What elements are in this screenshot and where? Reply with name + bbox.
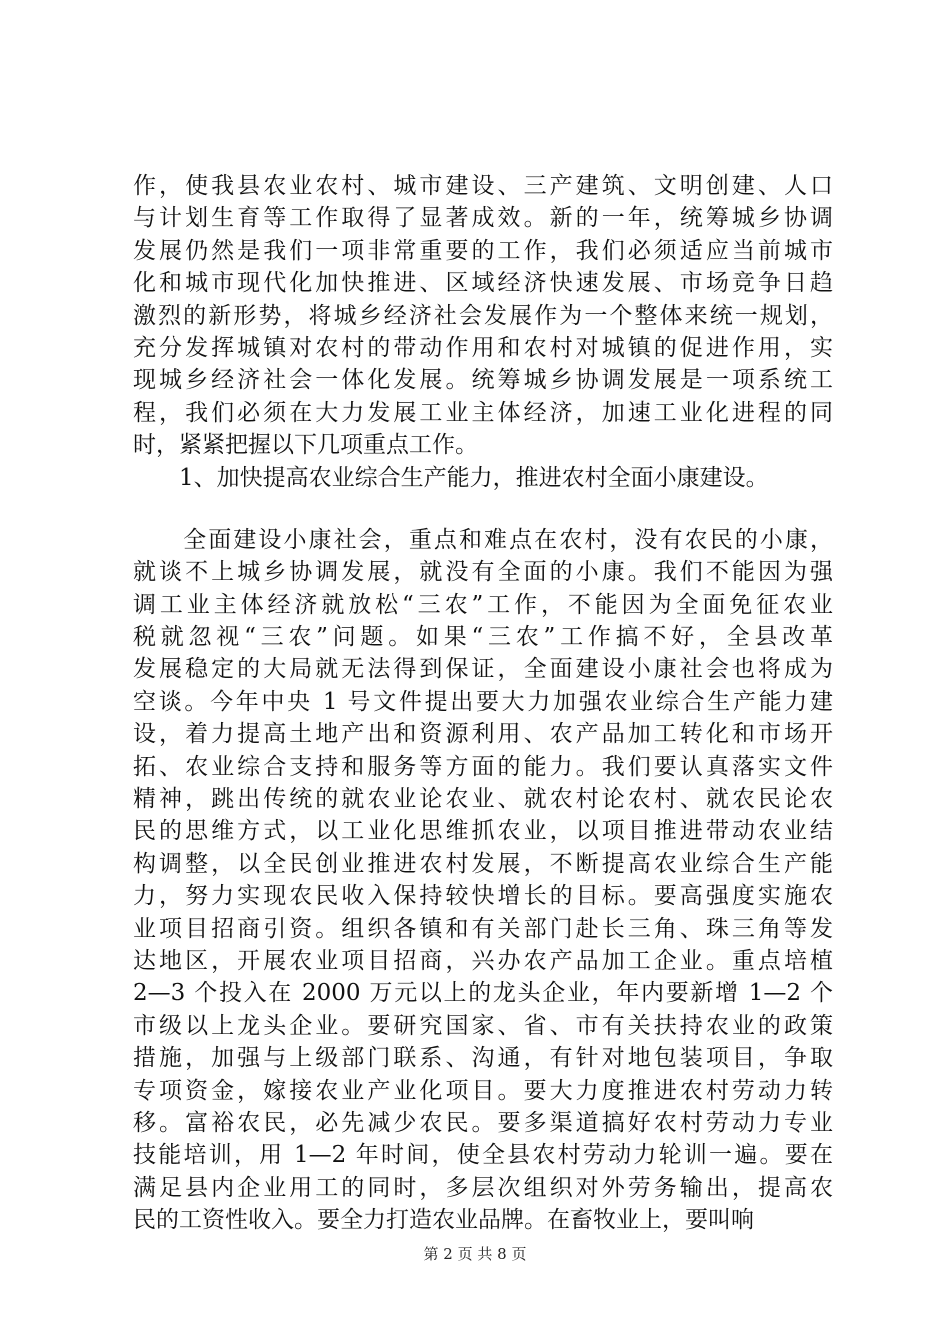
text-line: 发展仍然是我们一项非常重要的工作，我们必须适应当前城市 — [133, 237, 833, 264]
paragraph-2 — [133, 524, 833, 1237]
text-line: 民的思维方式，以工业化思维抓农业，以项目推进带动农业结 — [133, 818, 833, 845]
text-line: 程，我们必须在大力发展工业主体经济，加速工业化进程的同 — [133, 399, 833, 426]
paragraph-1 — [133, 170, 833, 462]
text-line: 税就忽视“三农”问题。如果“三农”工作搞不好，全县改革 — [133, 624, 833, 651]
text-line: 满足县内企业用工的同时，多层次组织对外劳务输出，提高农 — [133, 1174, 833, 1201]
text-line: 作，使我县农业农村、城市建设、三产建筑、文明创建、人口 — [133, 173, 833, 199]
text-line: 就谈不上城乡协调发展，就没有全面的小康。我们不能因为强 — [133, 559, 833, 586]
text-line: 市级以上龙头企业。要研究国家、省、市有关扶持农业的政策 — [133, 1012, 833, 1039]
text-line: 专项资金，嫁接农业产业化项目。要大力度推进农村劳动力转 — [133, 1077, 833, 1104]
text-line: 精神，跳出传统的就农业论农业、就农村论农村、就农民论农 — [133, 786, 833, 813]
text-line: 技能培训，用 1—2 年时间，使全县农村劳动力轮训一遍。要在 — [133, 1142, 833, 1169]
text-line: 移。富裕农民，必先减少农民。要多渠道搞好农村劳动力专业 — [133, 1109, 833, 1136]
text-line: 化和城市现代化加快推进、区域经济快速发展、市场竞争日趋 — [133, 270, 833, 297]
text-line: 现城乡经济社会一体化发展。统筹城乡协调发展是一项系统工 — [133, 367, 833, 394]
text-line: 构调整，以全民创业推进农村发展，不断提高农业综合生产能 — [133, 850, 833, 877]
text-line: 空谈。今年中央 1 号文件提出要大力加强农业综合生产能力建 — [133, 688, 833, 715]
text-line: 设，着力提高土地产出和资源利用、农产品加工转化和市场开 — [133, 721, 833, 748]
document-body — [133, 170, 833, 1237]
text-line: 激烈的新形势，将城乡经济社会发展作为一个整体来统一规划， — [133, 302, 833, 329]
text-line: 达地区，开展农业项目招商，兴办农产品加工企业。重点培植 — [133, 947, 833, 974]
text-line: 与计划生育等工作取得了显著成效。新的一年，统筹城乡协调 — [133, 205, 833, 232]
text-line: 业项目招商引资。组织各镇和有关部门赴长三角、珠三角等发 — [133, 915, 833, 942]
paragraph-gap — [133, 494, 833, 524]
text-line: 2—3 个投入在 2000 万元以上的龙头企业，年内要新增 1—2 个 — [133, 980, 833, 1007]
text-line: 充分发挥城镇对农村的带动作用和农村对城镇的促进作用，实 — [133, 334, 833, 361]
text-line: 措施，加强与上级部门联系、沟通，有针对地包装项目，争取 — [133, 1045, 833, 1072]
page-number-footer: 第 2 页 共 8 页 — [423, 1245, 527, 1263]
text-line: 民的工资性收入。要全力打造农业品牌。在畜牧业上，要叫响 — [133, 1207, 754, 1234]
text-line: 力，努力实现农民收入保持较快增长的目标。要高强度实施农 — [133, 883, 833, 910]
text-line: 全面建设小康社会，重点和难点在农村，没有农民的小康， — [133, 526, 833, 553]
text-line: 拓、农业综合支持和服务等方面的能力。我们要认真落实文件 — [133, 753, 833, 780]
text-line: 时，紧紧把握以下几项重点工作。 — [133, 432, 478, 459]
text-line: 调工业主体经济就放松“三农”工作，不能因为全面免征农业 — [133, 591, 833, 618]
section-heading: 1、加快提高农业综合生产能力，推进农村全面小康建设。 — [179, 464, 769, 491]
text-line: 发展稳定的大局就无法得到保证，全面建设小康社会也将成为 — [133, 656, 833, 683]
